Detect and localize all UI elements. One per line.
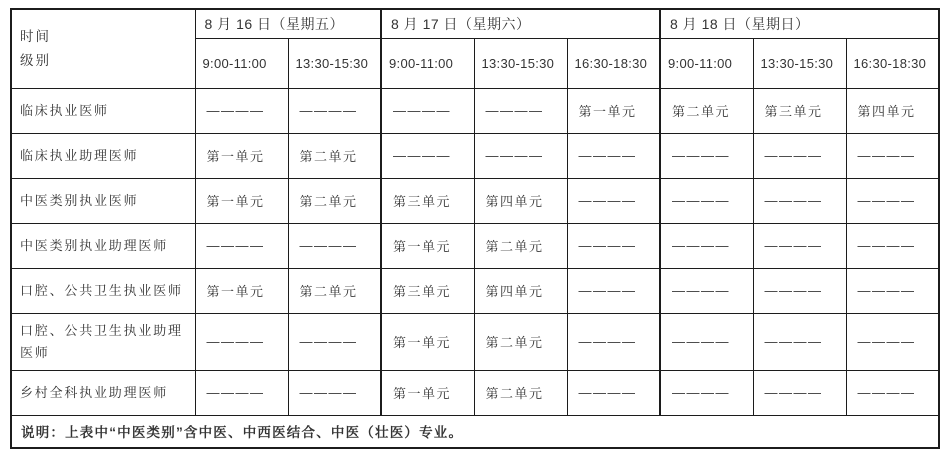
schedule-cell: ———— — [567, 133, 660, 178]
table-row — [11, 133, 939, 178]
schedule-cell: ———— — [846, 223, 939, 268]
schedule-cell: ———— — [474, 133, 567, 178]
schedule-cell: ———— — [288, 370, 381, 415]
row-label: 临床执业医师 — [11, 88, 195, 133]
table-row — [11, 268, 939, 313]
schedule-cell: 第二单元 — [288, 178, 381, 223]
schedule-cell: ———— — [567, 223, 660, 268]
schedule-cell: 第一单元 — [195, 178, 288, 223]
time-slot-header: 13:30-15:30 — [753, 38, 846, 88]
schedule-cell: ———— — [381, 88, 474, 133]
schedule-cell: 第二单元 — [288, 133, 381, 178]
schedule-cell: ———— — [846, 268, 939, 313]
schedule-cell: ———— — [753, 268, 846, 313]
schedule-cell: ———— — [288, 313, 381, 370]
schedule-footer — [11, 415, 939, 448]
schedule-cell: ———— — [846, 370, 939, 415]
schedule-cell: ———— — [288, 223, 381, 268]
schedule-cell: ———— — [195, 223, 288, 268]
schedule-cell: 第三单元 — [753, 88, 846, 133]
schedule-cell: 第二单元 — [474, 370, 567, 415]
table-row — [11, 313, 939, 370]
corner-label-level: 级别 — [20, 52, 51, 68]
date-header-row — [11, 9, 939, 38]
schedule-cell: ———— — [474, 88, 567, 133]
schedule-cell: ———— — [660, 370, 753, 415]
date-header-aug17: 8 月 17 日（星期六） — [381, 9, 660, 38]
schedule-cell: ———— — [660, 268, 753, 313]
row-label: 口腔、公共卫生执业助理医师 — [11, 313, 195, 370]
schedule-cell: ———— — [195, 313, 288, 370]
note-row — [11, 415, 939, 448]
row-label: 口腔、公共卫生执业医师 — [11, 268, 195, 313]
schedule-cell: ———— — [846, 133, 939, 178]
corner-header — [11, 9, 195, 88]
schedule-cell: ———— — [846, 178, 939, 223]
schedule-cell: 第四单元 — [474, 178, 567, 223]
schedule-cell: ———— — [195, 88, 288, 133]
schedule-cell: ———— — [753, 133, 846, 178]
time-slot-header: 13:30-15:30 — [474, 38, 567, 88]
schedule-cell: 第一单元 — [567, 88, 660, 133]
schedule-cell: ———— — [660, 313, 753, 370]
schedule-cell: ———— — [753, 370, 846, 415]
schedule-cell: 第二单元 — [474, 223, 567, 268]
schedule-cell: 第四单元 — [474, 268, 567, 313]
schedule-cell: 第三单元 — [381, 178, 474, 223]
table-row — [11, 370, 939, 415]
schedule-cell: ———— — [195, 370, 288, 415]
row-label: 中医类别执业助理医师 — [11, 223, 195, 268]
schedule-cell: 第一单元 — [195, 268, 288, 313]
table-row — [11, 88, 939, 133]
schedule-cell: 第四单元 — [846, 88, 939, 133]
date-header-aug16: 8 月 16 日（星期五） — [195, 9, 381, 38]
schedule-cell: ———— — [660, 133, 753, 178]
schedule-cell: ———— — [288, 88, 381, 133]
schedule-cell: ———— — [753, 313, 846, 370]
schedule-header — [11, 9, 939, 88]
schedule-cell: ———— — [660, 178, 753, 223]
corner-label-time: 时间 — [20, 28, 51, 44]
time-slot-header: 13:30-15:30 — [288, 38, 381, 88]
row-label: 中医类别执业医师 — [11, 178, 195, 223]
schedule-cell: ———— — [567, 268, 660, 313]
schedule-cell: 第二单元 — [288, 268, 381, 313]
time-slot-header: 9:00-11:00 — [660, 38, 753, 88]
table-row — [11, 223, 939, 268]
table-row — [11, 178, 939, 223]
time-slot-header: 9:00-11:00 — [195, 38, 288, 88]
schedule-cell: 第一单元 — [381, 370, 474, 415]
schedule-cell: ———— — [567, 370, 660, 415]
schedule-cell: 第三单元 — [381, 268, 474, 313]
time-slot-header: 16:30-18:30 — [567, 38, 660, 88]
schedule-cell: ———— — [660, 223, 753, 268]
row-label: 乡村全科执业助理医师 — [11, 370, 195, 415]
schedule-cell: 第二单元 — [660, 88, 753, 133]
schedule-cell: 第一单元 — [381, 223, 474, 268]
schedule-cell: ———— — [567, 313, 660, 370]
schedule-cell: 第一单元 — [381, 313, 474, 370]
schedule-cell: 第一单元 — [195, 133, 288, 178]
row-label: 临床执业助理医师 — [11, 133, 195, 178]
exam-schedule-table — [10, 8, 940, 449]
date-header-aug18: 8 月 18 日（星期日） — [660, 9, 939, 38]
schedule-cell: ———— — [753, 178, 846, 223]
schedule-cell: ———— — [846, 313, 939, 370]
time-slot-header: 16:30-18:30 — [846, 38, 939, 88]
schedule-cell: 第二单元 — [474, 313, 567, 370]
note-text: 说明：上表中“中医类别”含中医、中西医结合、中医（壮医）专业。 — [11, 415, 939, 448]
schedule-cell: ———— — [753, 223, 846, 268]
schedule-cell: ———— — [381, 133, 474, 178]
schedule-cell: ———— — [567, 178, 660, 223]
schedule-body — [11, 88, 939, 415]
time-slot-header: 9:00-11:00 — [381, 38, 474, 88]
